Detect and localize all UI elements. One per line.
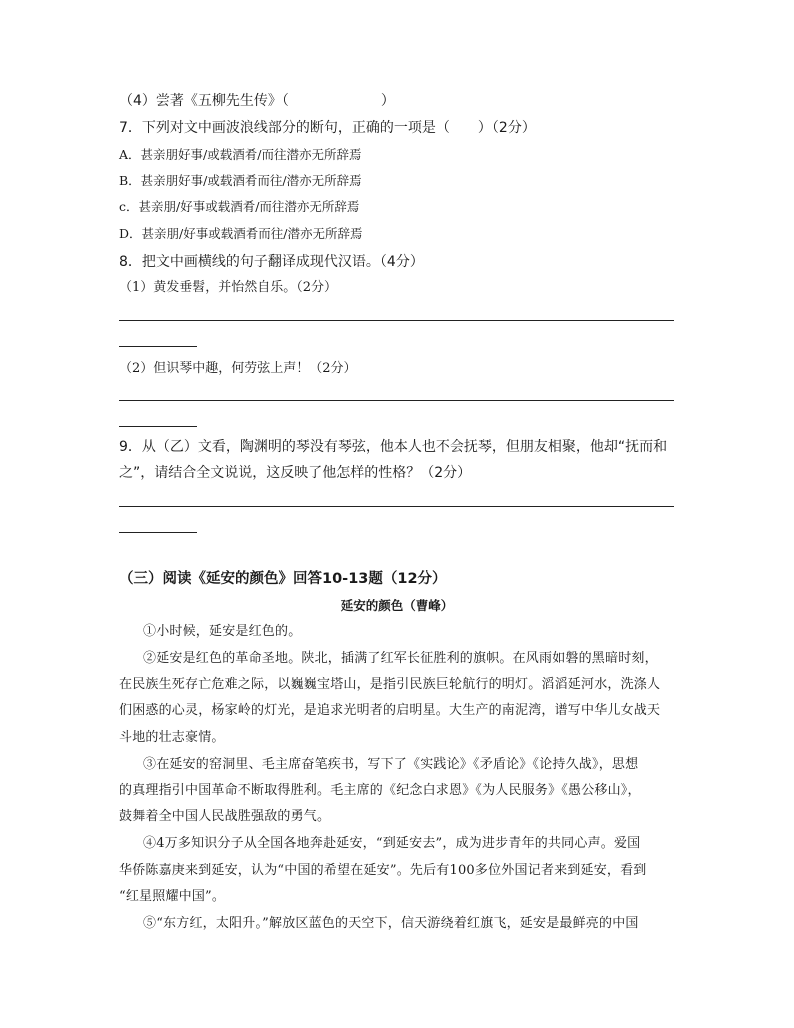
article-line-4: 们困惑的心灵，杨家岭的灯光，是追求光明者的启明星。大生产的南泥湾，谱写中华儿女战天 (119, 703, 661, 718)
q7-option-c: c．甚亲朋/好事或载酒肴/而往潜亦无所辞焉 (119, 199, 360, 214)
q6-item-4-prefix: （4）尝著《五柳先生传》（ (119, 93, 289, 109)
q8-sub-1: （1）黄发垂髫，并怡然自乐。（2分） (119, 280, 338, 295)
q8-1-answer-line-short[interactable] (119, 346, 197, 347)
article-title: 延安的颜色（曹峰） (340, 598, 454, 613)
article-line-5: 斗地的壮志豪情。 (119, 730, 225, 745)
q8-stem: 8．把文中画横线的句子翻译成现代汉语。（4分） (119, 254, 424, 270)
article-line-8: 鼓舞着全中国人民战胜强敌的勇气。 (119, 809, 331, 824)
q9-answer-line-short[interactable] (119, 532, 197, 533)
q6-item-4 (119, 94, 395, 108)
article-line-1: ①小时候，延安是红色的。 (143, 624, 302, 639)
q9-stem-line-2: 之”，请结合全文说说，这反映了他怎样的性格？（2分） (119, 465, 472, 481)
article-line-10: 华侨陈嘉庚来到延安，认为“中国的希望在延安”。先后有100多位外国记者来到延安，看到 (119, 863, 647, 878)
q9-answer-line[interactable] (119, 506, 674, 507)
article-line-9: ④4万多知识分子从全国各地奔赴延安，“到延安去”，成为进步青年的共同心声。爱国 (143, 836, 641, 851)
article-line-6: ③在延安的窑洞里、毛主席奋笔疾书，写下了《实践论》《矛盾论》《论持久战》，思想 (143, 757, 639, 772)
q7-option-d: D．甚亲朋/好事或载酒肴而往/潜亦无所辞焉 (119, 226, 363, 241)
q7-option-b: B．甚亲朋好事/或载酒肴而往/潜亦无所辞焉 (119, 173, 362, 188)
q6-item-4-suffix: ） (380, 93, 395, 109)
article-line-12: ⑤“东方红，太阳升。”解放区蓝色的天空下，信天游绕着红旗飞，延安是最鲜亮的中国 (143, 916, 639, 931)
q7-option-a: A．甚亲朋好事/或载酒肴/而往潜亦无所辞焉 (119, 147, 362, 162)
article-line-11: “红星照耀中国”。 (119, 889, 226, 904)
q9-stem-line-1: 9．从（乙）文看，陶渊明的琴没有琴弦，他本人也不会抚琴，但朋友相聚，他却“抚而和 (119, 439, 668, 455)
q7-stem: 7．下列对文中画波浪线部分的断句，正确的一项是（ ）（2分） (119, 120, 536, 136)
q8-1-answer-line[interactable] (119, 320, 674, 321)
section-3-heading: （三）阅读《延安的颜色》回答10-13题（12分） (119, 571, 447, 587)
q8-sub-2: （2）但识琴中趣，何劳弦上声！（2分） (119, 361, 357, 376)
article-line-3: 在民族生死存亡危难之际，以巍巍宝塔山，是指引民族巨轮航行的明灯。滔滔延河水，洗涤人 (119, 677, 661, 692)
article-line-2: ②延安是红色的革命圣地。陕北，插满了红军长征胜利的旗帜。在风雨如磐的黑暗时刻， (143, 651, 658, 666)
article-line-7: 的真理指引中国革命不断取得胜利。毛主席的《纪念白求恩》《为人民服务》《愚公移山》， (119, 783, 641, 798)
q8-2-answer-line[interactable] (119, 400, 674, 401)
q8-2-answer-line-short[interactable] (119, 426, 197, 427)
